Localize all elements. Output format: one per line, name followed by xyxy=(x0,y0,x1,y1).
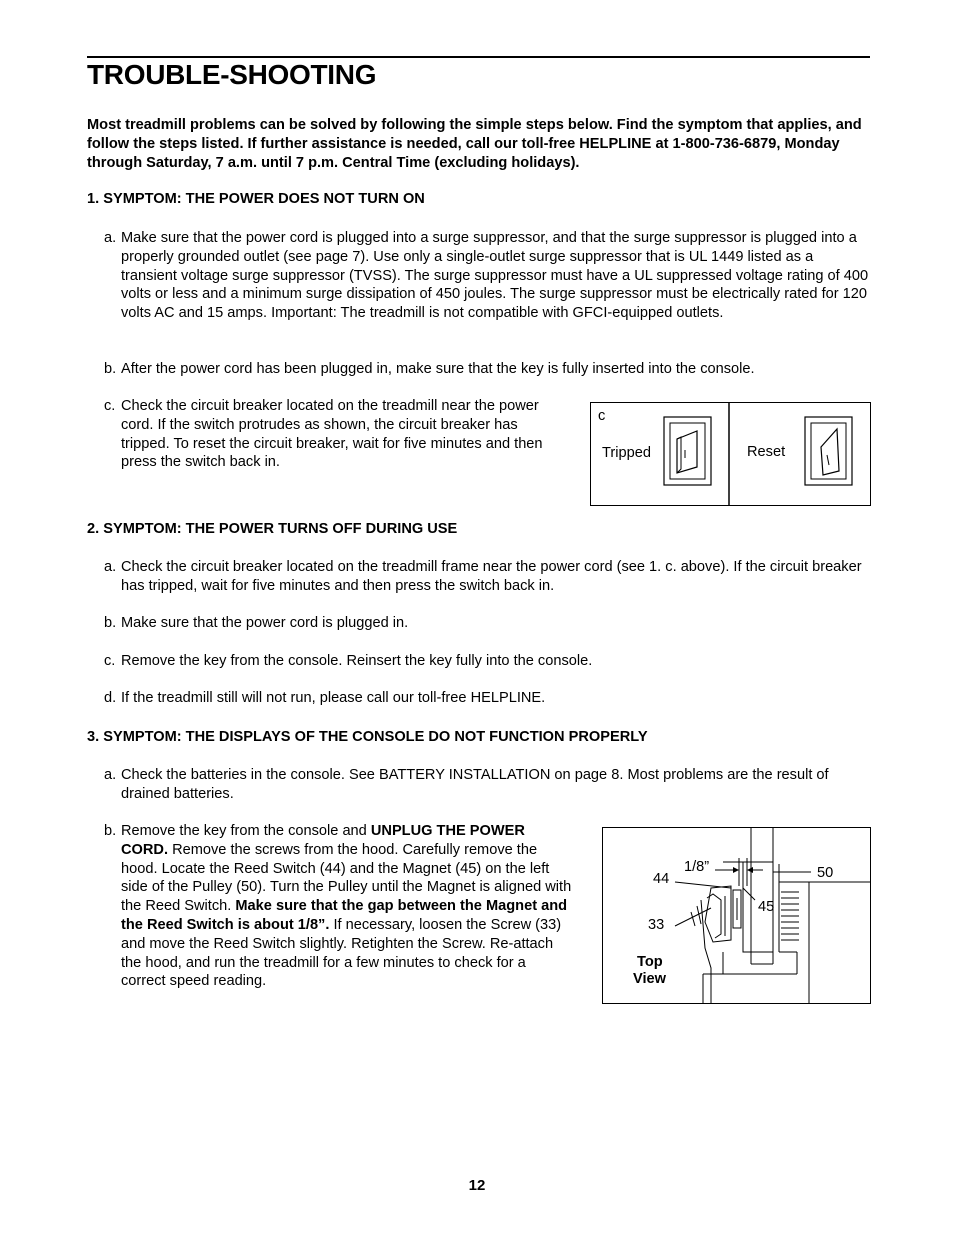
item-text: Check the circuit breaker located on the treadmill near the power cord. If the switch protrudes as shown, the circuit breaker has tripped. To reset the circuit breaker, wait for five minutes and then press the switch back in. xyxy=(121,398,543,471)
item-text: Make sure that the power cord is plugged in. xyxy=(121,615,409,631)
symptom-2-heading: 2. SYMPTOM: THE POWER TURNS OFF DURING USE xyxy=(87,521,458,537)
item-letter: b. xyxy=(104,615,117,631)
pulley-hatching xyxy=(781,892,799,940)
view-label-top: Top xyxy=(637,954,663,970)
symptom-2-item-b xyxy=(104,614,870,633)
item-text: If the treadmill still will not run, please call our toll-free HELPLINE. xyxy=(121,690,546,706)
callout-50: 50 xyxy=(817,865,834,881)
item-letter: a. xyxy=(104,767,117,783)
item-text: Remove the key from the console. Reinsert the key fully into the console. xyxy=(121,653,593,669)
item-letter: a. xyxy=(104,230,117,246)
gap-label: 1/8” xyxy=(684,859,710,875)
item-letter: a. xyxy=(104,559,117,575)
warning-gap: Make sure that the gap between the Magnet and the Reed Switch is about 1/8”. xyxy=(121,898,568,933)
callout-45: 45 xyxy=(758,899,775,915)
symptom-1-heading: 1. SYMPTOM: THE POWER DOES NOT TURN ON xyxy=(87,191,425,207)
item-text xyxy=(121,822,574,991)
view-label-view: View xyxy=(633,971,666,987)
tripped-label: Tripped xyxy=(602,445,651,461)
symptom-2-item-a xyxy=(104,558,870,596)
item-text: Check the circuit breaker located on the treadmill frame near the power cord (see 1. c. above). If the circuit breaker has tripped, wait for five minutes and then press the switch back in. xyxy=(121,559,862,594)
item-letter: c. xyxy=(104,398,116,414)
figure-letter: c xyxy=(598,408,606,424)
item-text-part: If necessary, loosen the Screw (33) and move the Reed Switch slightly. Retighten the Screw. Re-attach the hood, and run the treadmill for a few minutes to check for a correct speed reading. xyxy=(121,916,562,990)
symptom-3-item-b xyxy=(104,822,574,991)
item-text-part: Remove the key from the console and xyxy=(121,823,371,839)
intro-paragraph: Most treadmill problems can be solved by following the simple steps below. Find the symptom that applies, and follow the steps listed. If further assistance is needed, call our toll-free HELPLINE at 1-800-736-6879, Monday through Saturday, 7 a.m. until 7 p.m. Central Time (excluding holidays). xyxy=(87,117,862,171)
callout-33: 33 xyxy=(648,917,665,933)
item-letter: d. xyxy=(104,690,117,706)
item-letter: c. xyxy=(104,653,116,669)
warning-unplug: UNPLUG THE POWER CORD. xyxy=(121,823,525,858)
symptom-2-item-d xyxy=(104,689,870,708)
item-text: Check the batteries in the console. See BATTERY INSTALLATION on page 8. Most problems are the result of drained batteries. xyxy=(121,767,829,802)
symptom-2-item-c xyxy=(104,652,870,671)
item-letter: b. xyxy=(104,823,117,839)
symptom-1-item-c xyxy=(104,397,544,472)
item-text-part: Remove the screws from the hood. Carefully remove the hood. Locate the Reed Switch (44) and the Magnet (45) on the left side of the Pulley (50). Turn the Pulley until the Magnet is aligned with the Reed Switch. xyxy=(121,841,572,915)
top-rule xyxy=(87,56,870,58)
circuit-breaker-figure xyxy=(590,402,871,506)
page-title: TROUBLE-SHOOTING xyxy=(87,59,377,90)
tripped-switch-icon xyxy=(664,417,711,485)
reset-switch-icon xyxy=(805,417,852,485)
reed-switch-figure xyxy=(602,827,871,1004)
item-text: Make sure that the power cord is plugged into a surge suppressor, and that the surge suppressor is plugged into a properly grounded outlet (see page 7). Use only a single-outlet surge suppressor that is UL 1449 listed as a transient voltage surge suppressor (TVSS). The surge suppressor must have a UL suppressed voltage rating of 400 volts or less and a minimum surge dissipation of 450 joules. The surge suppressor must be electrically rated for 120 volts AC and 15 amps. Important: The treadmill is not compatible with GFCI-equipped outlets. xyxy=(121,230,869,322)
symptom-1-item-b xyxy=(104,360,870,379)
item-letter: b. xyxy=(104,361,117,377)
page-number: 12 xyxy=(468,1177,486,1194)
reset-label: Reset xyxy=(747,444,786,460)
callout-44: 44 xyxy=(653,871,670,887)
symptom-3-item-a xyxy=(104,766,870,804)
symptom-3-heading: 3. SYMPTOM: THE DISPLAYS OF THE CONSOLE DO NOT FUNCTION PROPERLY xyxy=(87,729,648,745)
item-text: After the power cord has been plugged in, make sure that the key is fully inserted into the console. xyxy=(121,361,755,377)
symptom-1-item-a xyxy=(104,229,870,323)
